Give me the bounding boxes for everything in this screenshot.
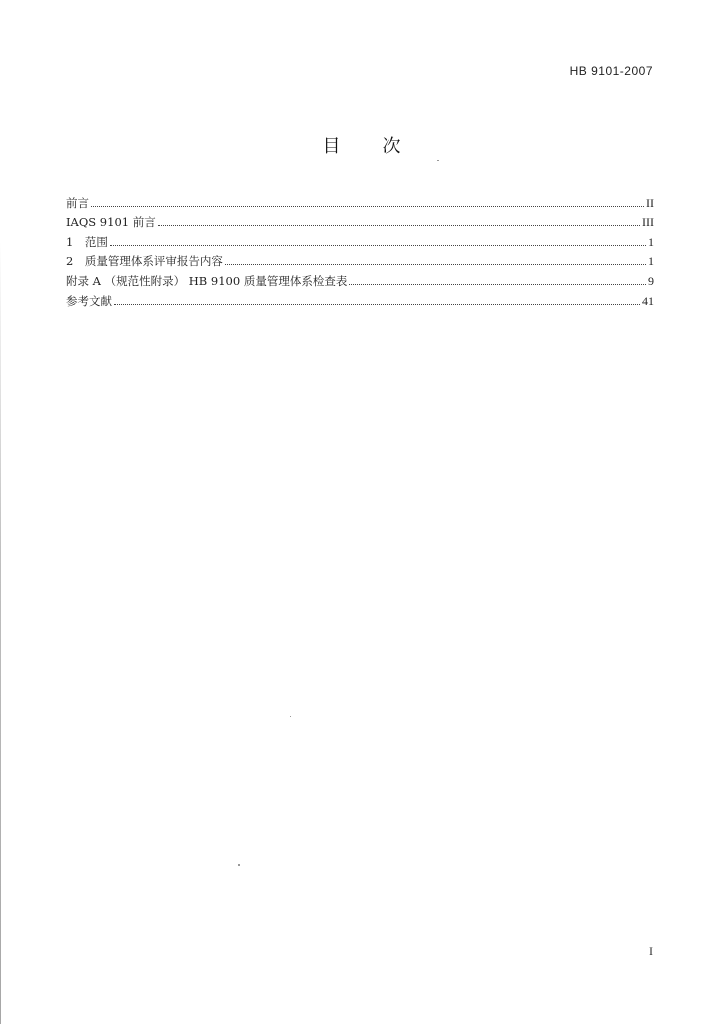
toc-leader-dots: [158, 225, 640, 226]
toc-entry-page: 41: [642, 293, 654, 308]
toc-leader-dots: [349, 284, 646, 285]
toc-entry-label: 参考文献: [66, 293, 112, 308]
toc-entry-label: 前言: [66, 195, 89, 210]
toc-entry-page: 9: [648, 273, 654, 288]
page-title: 目次: [322, 136, 443, 157]
toc-entry-references[interactable]: [66, 288, 654, 308]
toc-entry-appendix-a[interactable]: [66, 268, 654, 288]
table-of-contents: [66, 190, 654, 308]
toc-entry-label: 附录 A （规范性附录） HB 9100 质量管理体系检查表: [66, 273, 348, 288]
scan-speck: [437, 160, 439, 161]
scan-speck: [238, 864, 240, 866]
toc-entry-label: IAQS 9101 前言: [66, 215, 156, 230]
toc-entry-label: 2 质量管理体系评审报告内容: [66, 254, 223, 269]
scan-edge-shadow: [0, 240, 1, 1024]
toc-entry-page: II: [646, 195, 654, 210]
toc-leader-dots: [114, 304, 640, 305]
toc-leader-dots: [110, 245, 646, 246]
toc-leader-dots: [225, 264, 646, 265]
toc-entry-foreword[interactable]: [66, 190, 654, 210]
toc-entry-page: III: [642, 215, 654, 230]
toc-entry-report-contents[interactable]: [66, 249, 654, 269]
toc-entry-scope[interactable]: [66, 229, 654, 249]
scan-speck: [290, 716, 291, 717]
toc-entry-page: 1: [648, 254, 654, 269]
toc-leader-dots: [91, 206, 644, 207]
toc-entry-page: 1: [648, 234, 654, 249]
toc-entry-label: 1 范围: [66, 234, 108, 249]
toc-entry-iaqs-foreword[interactable]: [66, 210, 654, 230]
page-number: I: [649, 944, 653, 958]
standard-number: HB 9101-2007: [569, 64, 653, 78]
